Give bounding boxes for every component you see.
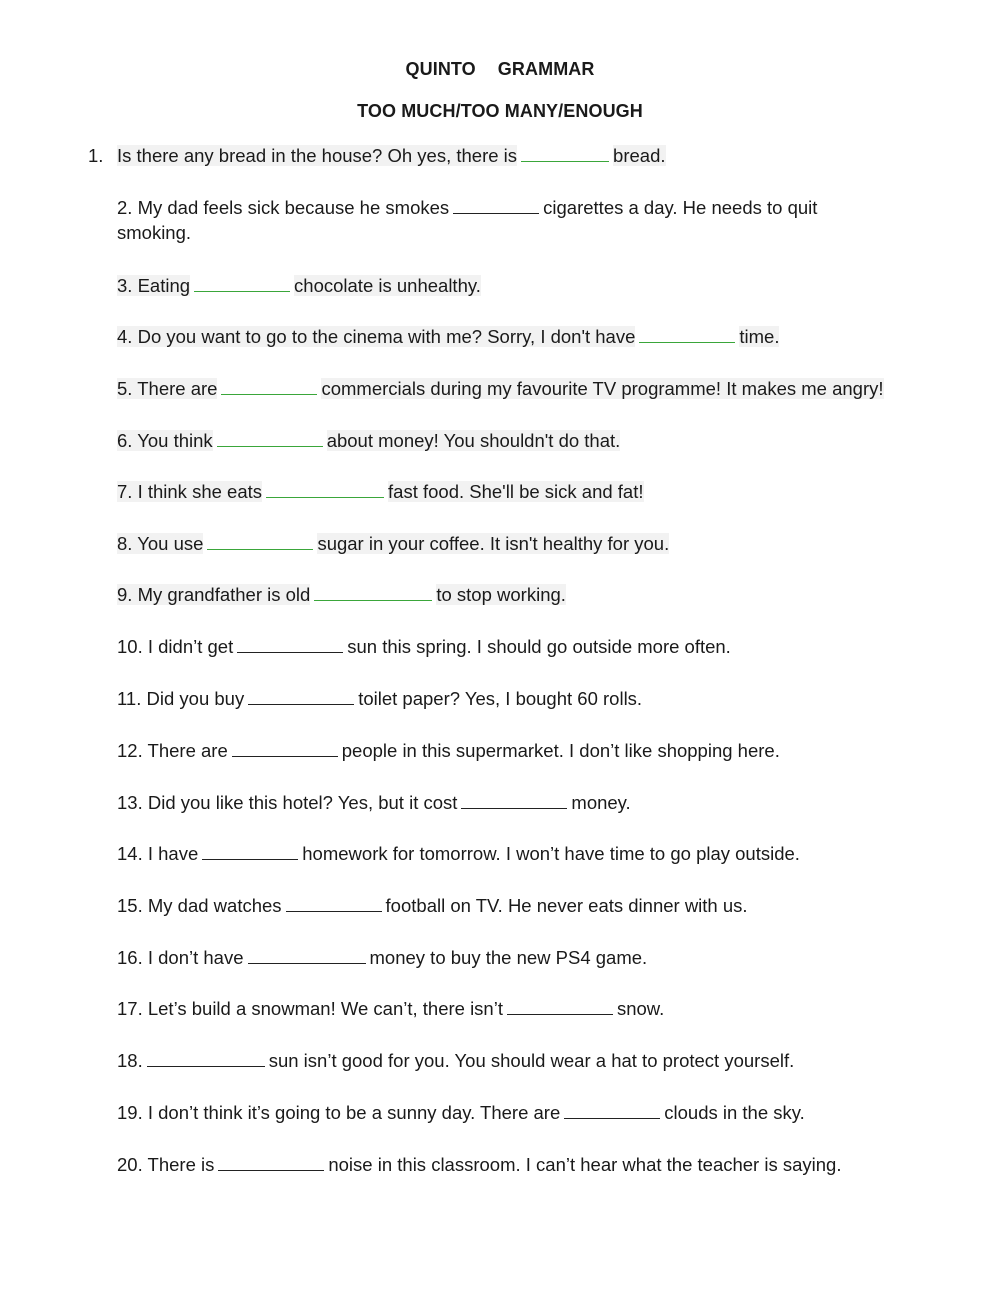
question-text-before: Did you buy — [146, 688, 245, 709]
question-text-before: My grandfather is old — [137, 584, 311, 605]
question-text-before: Is there any bread in the house? Oh yes, there is — [117, 145, 518, 166]
question-14 — [117, 841, 937, 866]
question-number: 19. — [117, 1102, 143, 1123]
question-number: 17. — [117, 998, 143, 1019]
title-quinto: QUINTO — [405, 59, 476, 79]
question-number: 2. — [117, 197, 133, 218]
question-text-after: toilet paper? Yes, I bought 60 rolls. — [358, 688, 643, 709]
answer-blank[interactable] — [461, 807, 567, 809]
question-text-after: to stop working. — [436, 584, 566, 605]
answer-blank[interactable] — [248, 703, 354, 705]
worksheet-title — [0, 59, 1000, 80]
question-20 — [117, 1152, 937, 1177]
question-text-after: commercials during my favourite TV programme! It makes me angry! — [321, 378, 884, 399]
question-16 — [117, 945, 937, 970]
question-text-before: I didn’t get — [147, 636, 234, 657]
question-number: 11. — [117, 688, 142, 709]
question-3 — [117, 273, 937, 298]
answer-blank[interactable] — [218, 1169, 324, 1171]
answer-blank[interactable] — [507, 1013, 613, 1015]
question-text-after: sun this spring. I should go outside more often. — [347, 636, 731, 657]
answer-blank[interactable] — [221, 393, 317, 395]
answer-blank[interactable] — [453, 212, 539, 214]
question-text-before: There are — [147, 740, 228, 761]
question-text-before: I have — [147, 843, 199, 864]
answer-blank[interactable] — [207, 548, 313, 550]
question-number: 4. — [117, 326, 133, 347]
question-text-before: Let’s build a snowman! We can’t, there isn’t — [147, 998, 503, 1019]
answer-blank[interactable] — [314, 599, 432, 601]
question-2 — [117, 195, 877, 245]
question-number: 1. — [88, 145, 104, 166]
question-text-after: snow. — [616, 998, 665, 1019]
answer-blank[interactable] — [266, 496, 384, 498]
question-6 — [117, 428, 937, 453]
question-number: 8. — [117, 533, 133, 554]
question-9 — [117, 582, 937, 607]
question-17 — [117, 996, 937, 1021]
question-number: 6. — [117, 430, 133, 451]
question-text-before: My dad watches — [147, 895, 282, 916]
answer-blank[interactable] — [194, 290, 290, 292]
question-text-after: sun isn’t good for you. You should wear a hat to protect yourself. — [268, 1050, 795, 1071]
answer-blank[interactable] — [217, 445, 323, 447]
answer-blank[interactable] — [237, 651, 343, 653]
question-number: 20. — [117, 1154, 143, 1175]
question-13 — [117, 790, 937, 815]
question-text-before: Did you like this hotel? Yes, but it cost — [147, 792, 458, 813]
question-number: 10. — [117, 636, 143, 657]
question-text-before: You use — [137, 533, 204, 554]
question-12 — [117, 738, 937, 763]
question-text-after: bread. — [613, 145, 666, 166]
question-text-after: football on TV. He never eats dinner with us. — [385, 895, 748, 916]
question-8 — [117, 531, 937, 556]
question-number: 12. — [117, 740, 143, 761]
question-text-before: There is — [147, 1154, 215, 1175]
question-text-after: sugar in your coffee. It isn't healthy for you. — [317, 533, 670, 554]
question-text-before: Eating — [137, 275, 191, 296]
question-text-before: I think she eats — [137, 481, 263, 502]
question-number: 3. — [117, 275, 133, 296]
question-number: 15. — [117, 895, 143, 916]
answer-blank[interactable] — [286, 910, 382, 912]
answer-blank[interactable] — [564, 1117, 660, 1119]
question-text-before: Do you want to go to the cinema with me? Sorry, I don't have — [137, 326, 636, 347]
question-text-after: chocolate is unhealthy. — [294, 275, 481, 296]
answer-blank[interactable] — [639, 341, 735, 343]
question-text-before: There are — [137, 378, 218, 399]
answer-blank[interactable] — [202, 858, 298, 860]
question-number: 5. — [117, 378, 133, 399]
question-text-after: cigarettes a day. He needs to quit smoking. — [117, 197, 818, 243]
question-text-before: My dad feels sick because he smokes — [137, 197, 450, 218]
question-10 — [117, 634, 937, 659]
question-19 — [117, 1100, 937, 1125]
question-number: 16. — [117, 947, 143, 968]
question-number: 18. — [117, 1050, 143, 1071]
question-11 — [117, 686, 937, 711]
title-grammar: GRAMMAR — [497, 59, 595, 79]
answer-blank[interactable] — [521, 160, 609, 162]
worksheet-subtitle: TOO MUCH/TOO MANY/ENOUGH — [357, 101, 643, 121]
question-text-after: people in this supermarket. I don’t like shopping here. — [341, 740, 780, 761]
question-number: 14. — [117, 843, 143, 864]
question-1 — [88, 143, 937, 168]
question-text-after: homework for tomorrow. I won’t have time to go play outside. — [302, 843, 800, 864]
question-text-after: noise in this classroom. I can’t hear what the teacher is saying. — [328, 1154, 842, 1175]
question-text-after: money. — [571, 792, 631, 813]
question-number: 9. — [117, 584, 133, 605]
question-4 — [117, 324, 937, 349]
question-text-after: fast food. She'll be sick and fat! — [388, 481, 644, 502]
question-text-after: about money! You shouldn't do that. — [326, 430, 621, 451]
answer-blank[interactable] — [232, 755, 338, 757]
question-number: 7. — [117, 481, 133, 502]
question-text-before: You think — [137, 430, 213, 451]
question-number: 13. — [117, 792, 143, 813]
question-text-before: I don’t think it’s going to be a sunny day. There are — [147, 1102, 561, 1123]
question-text-after: money to buy the new PS4 game. — [369, 947, 648, 968]
question-7 — [117, 479, 937, 504]
question-text-after: time. — [739, 326, 780, 347]
answer-blank[interactable] — [147, 1065, 265, 1067]
question-15 — [117, 893, 937, 918]
question-5 — [117, 376, 937, 401]
answer-blank[interactable] — [248, 962, 366, 964]
question-text-after: clouds in the sky. — [664, 1102, 805, 1123]
question-18 — [117, 1048, 937, 1073]
question-text-before: I don’t have — [147, 947, 244, 968]
